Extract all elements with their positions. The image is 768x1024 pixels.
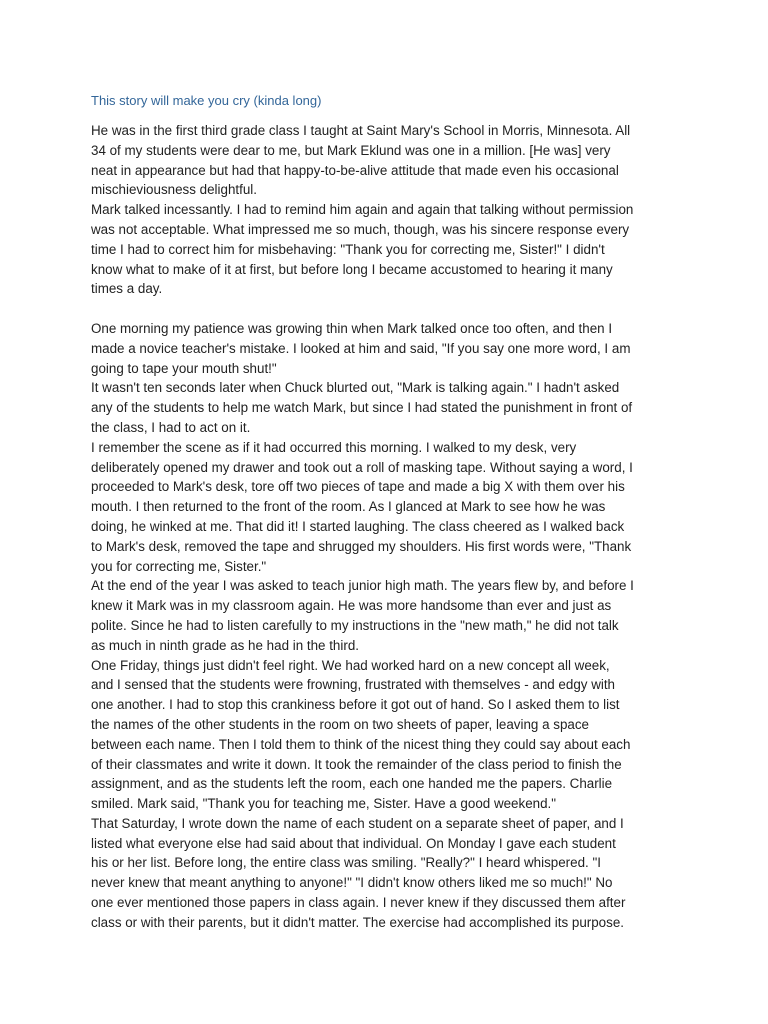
text-line: smiled. Mark said, "Thank you for teaching me, Sister. Have a good weekend.": [91, 796, 557, 812]
text-line: and I sensed that the students were frowning, frustrated with themselves - and edgy with: [91, 677, 616, 693]
text-line: 34 of my students were dear to me, but Mark Eklund was one in a million. [He was] very: [91, 142, 611, 158]
text-line: time I had to correct him for misbehaving: "Thank you for correcting me, Sister!" I didn't: [91, 241, 605, 257]
text-line: one ever mentioned those papers in class again. I never knew if they discussed them after: [91, 895, 626, 911]
text-line: deliberately opened my drawer and took out a roll of masking tape. Without saying a word, I: [91, 459, 633, 475]
blank-line: [91, 299, 681, 319]
text-line: knew it Mark was in my classroom again. He was more handsome than ever and just as: [91, 598, 612, 614]
text-line: of their classmates and write it down. It took the remainder of the class period to finish the: [91, 756, 622, 772]
text-line: He was in the first third grade class I taught at Saint Mary's School in Morris, Minnesota. All: [91, 123, 631, 138]
text-line: as much in ninth grade as he had in the third.: [91, 637, 359, 653]
text-line: One morning my patience was growing thin when Mark talked once too often, and then I: [91, 320, 613, 336]
text-line: going to tape your mouth shut!": [91, 360, 277, 376]
text-line: assignment, and as the students left the room, each one handed me the papers. Charlie: [91, 776, 613, 792]
text-line: listed what everyone else had said about that individual. On Monday I gave each student: [91, 835, 616, 851]
text-line: you for correcting me, Sister.": [91, 558, 267, 574]
text-line: One Friday, things just didn't feel right. We had worked hard on a new concept all week,: [91, 657, 610, 673]
text-line: the class, I had to act on it.: [91, 419, 251, 435]
text-line: proceeded to Mark's desk, tore off two pieces of tape and made a big X with them over his: [91, 479, 625, 495]
text-line: At the end of the year I was asked to teach junior high math. The years flew by, and before I: [91, 578, 634, 594]
text-line: class or with their parents, but it didn't matter. The exercise had accomplished its purpose.: [91, 914, 624, 930]
text-line: never knew that meant anything to anyone!" "I didn't know others liked me so much!" No: [91, 875, 613, 891]
text-line: polite. Since he had to listen carefully to my instructions in the "new math," he did not talk: [91, 617, 619, 633]
text-line: I remember the scene as if it had occurred this morning. I walked to my desk, very: [91, 439, 577, 455]
text-line: That Saturday, I wrote down the name of each student on a separate sheet of paper, and I: [91, 815, 624, 831]
text-line: made a novice teacher's mistake. I looked at him and said, "If you say one more word, I am: [91, 340, 631, 356]
story-body: [91, 121, 681, 933]
text-line: mouth. I then returned to the front of the room. As I glanced at Mark to see how he was: [91, 499, 606, 515]
text-line: neat in appearance but had that happy-to-be-alive attitude that made even his occasional: [91, 162, 619, 178]
text-line: was not acceptable. What impressed me so much, though, was his sincere response every: [91, 221, 630, 237]
document-title: This story will make you cry (kinda long): [91, 93, 322, 108]
text-line: mischieviousness delightful.: [91, 182, 257, 198]
text-line: between each name. Then I told them to think of the nicest thing they could say about each: [91, 736, 631, 752]
text-line: one another. I had to stop this crankiness before it got out of hand. So I asked them to list: [91, 697, 620, 713]
text-line: It wasn't ten seconds later when Chuck blurted out, "Mark is talking again." I hadn't asked: [91, 380, 620, 396]
text-line: his or her list. Before long, the entire class was smiling. "Really?" I heard whispered. "I: [91, 855, 601, 871]
text-line: know what to make of it at first, but before long I became accustomed to hearing it many: [91, 261, 613, 277]
text-line: doing, he winked at me. That did it! I started laughing. The class cheered as I walked back: [91, 518, 625, 534]
text-line: times a day.: [91, 281, 163, 297]
text-line: any of the students to help me watch Mark, but since I had stated the punishment in front of: [91, 400, 633, 416]
text-line: Mark talked incessantly. I had to remind him again and again that talking without permission: [91, 202, 634, 218]
text-line: the names of the other students in the room on two sheets of paper, leaving a space: [91, 716, 589, 732]
text-line: to Mark's desk, removed the tape and shrugged my shoulders. His first words were, "Thank: [91, 538, 632, 554]
